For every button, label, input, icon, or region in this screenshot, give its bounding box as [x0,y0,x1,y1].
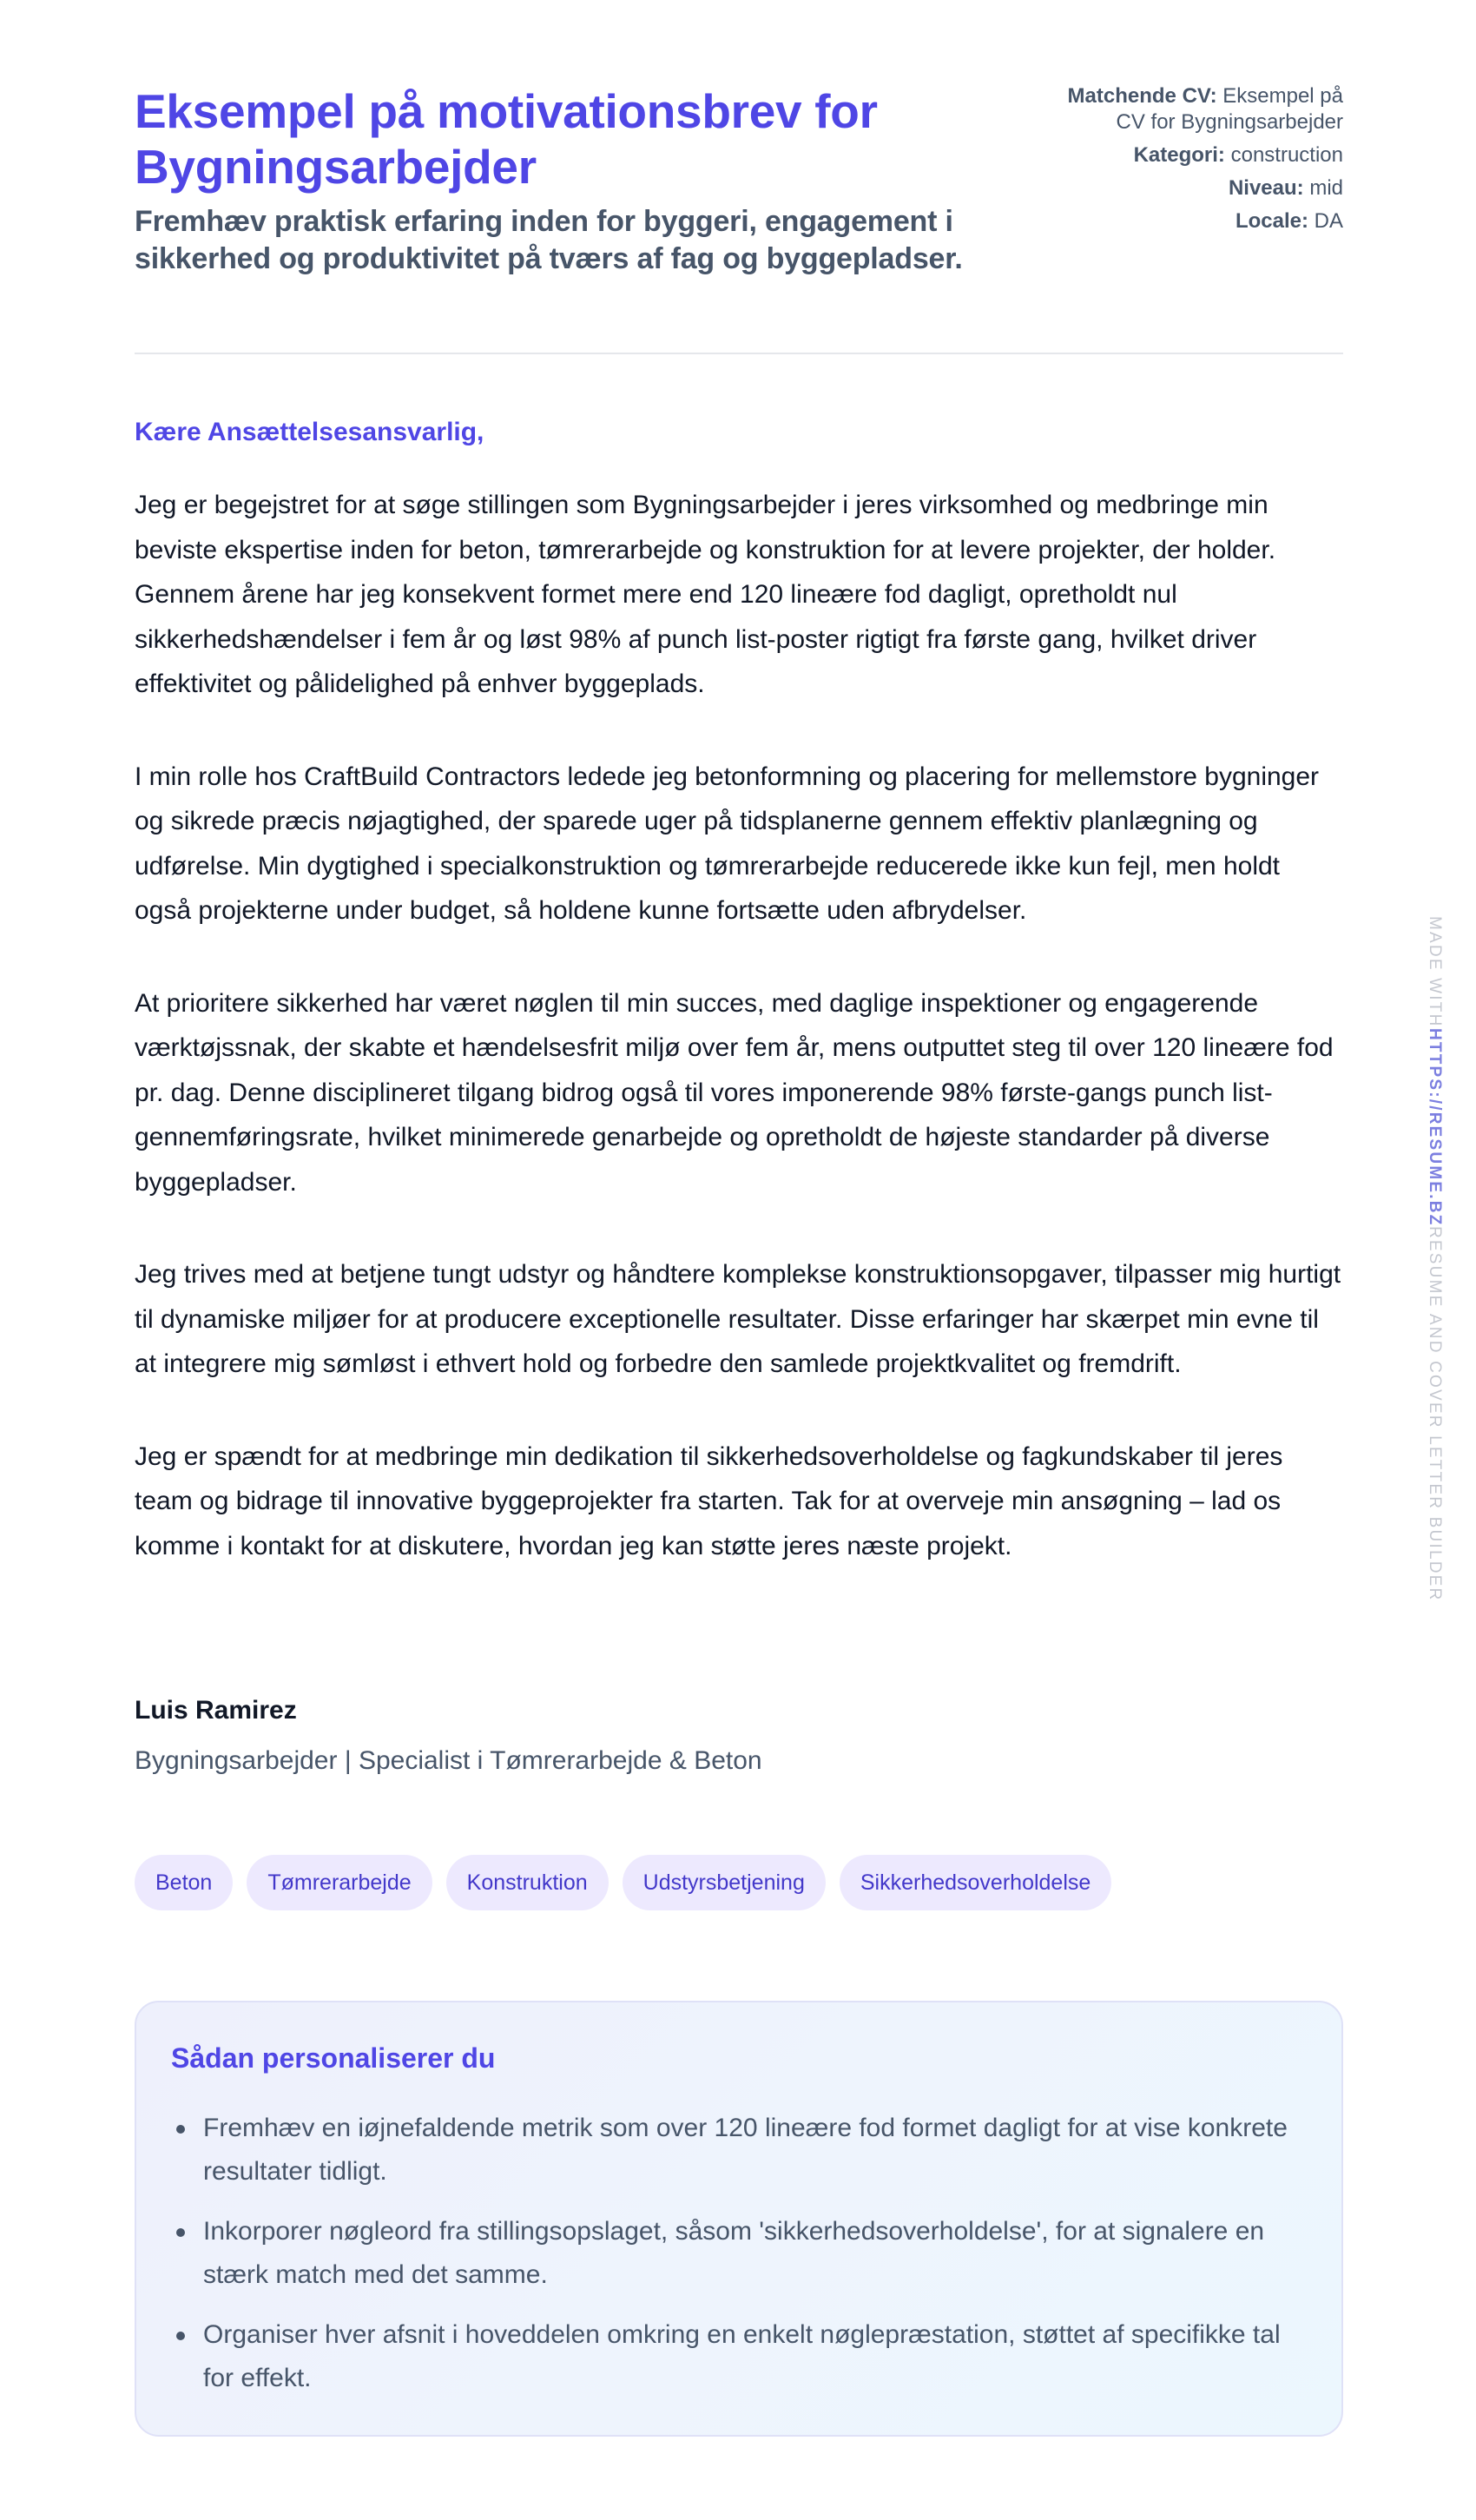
letter-greeting: Kære Ansættelsesansvarlig, [135,418,484,446]
tips-list [171,2107,1300,2417]
bullet-icon [176,2332,185,2340]
page-subtitle: Fremhæv praktisk erfaring inden for byggeri, engagement i sikkerhed og produktivitet på tværs af fag og byggepladser. [135,205,963,275]
page-title: Eksempel på motivationsbrev for Bygningsarbejder [135,84,878,194]
meta-key: Kategori: [1133,143,1225,167]
meta-value: mid [1309,176,1343,200]
tip-text: Organiser hver afsnit i hoveddelen omkring en enkelt nøglepræstation, støttet af specifikke tal for effekt. [203,2320,1281,2392]
letter-paragraph: Jeg trives med at betjene tungt udstyr og håndtere komplekse konstruktionsopgaver, tilpasser mig hurtigt til dynamiske miljøer for at producere exceptionelle resultater. Disse erfaringer har skærpet min evne til at integrere mig sømløst i ethvert hold og forbedre den samlede projektkvalitet og fremdrift. [135,1260,1341,1378]
skill-tag: Tømrerarbejde [247,1855,432,1910]
tips-title: Sådan personaliserer du [171,2042,496,2074]
letter-paragraph: Jeg er begejstret for at søge stillingen som Bygningsarbejder i jeres virksomhed og medbringe min beviste ekspertise inden for beton, tømrerarbejde og konstruktion for at levere projekter, der holder. Gennem årene har jeg konsekvent formet mere end 120 lineære fod dagligt, opretholdt nul sikkerhedshændelser i fem år og løst 98% af punch list-poster rigtigt fra første gang, hvilket driver effektivitet og pålidelighed på enhver byggeplads. [135,491,1276,698]
bullet-icon [176,2125,185,2134]
meta-key: Locale: [1235,209,1308,233]
meta-value: DA [1314,209,1343,233]
skill-tag: Beton [135,1855,233,1910]
meta-key: Niveau: [1228,176,1304,200]
watermark-prefix: MADE WITH [1426,916,1444,1028]
bullet-icon [176,2228,185,2237]
meta-locale [1057,208,1343,234]
personalization-tips-card [135,2001,1343,2437]
tip-item [171,2313,1300,2400]
page-header [135,83,1343,353]
meta-level [1057,175,1343,201]
meta-matching-cv-link[interactable]: Eksempel på CV for Bygningsarbejder [1116,84,1343,134]
watermark-link[interactable]: HTTPS://RESUME.BZ [1426,1027,1444,1226]
meta-value: construction [1230,143,1343,167]
signature-role: Bygningsarbejder | Specialist i Tømrerarbejde & Beton [135,1746,762,1775]
header-divider [135,353,1343,354]
letter-paragraph: I min rolle hos CraftBuild Contractors ledede jeg betonformning og placering for mellemstore bygninger og sikrede præcis nøjagtighed, der sparede uger på tidsplanerne gennem effektiv planlægning og udførelse. Min dygtighed i specialkonstruktion og tømrerarbejde reducerede ikke kun fejl, men holdt også projekterne under budget, så holdene kunne fortsætte uden afbrydelser. [135,762,1320,925]
meta-key: Matchende CV: [1067,84,1217,108]
watermark-suffix: RESUME AND COVER LETTER BUILDER [1426,1225,1444,1602]
letter-paragraph: Jeg er spændt for at medbringe min dedikation til sikkerhedsoverholdelse og fagkundskaber til jeres team og bidrage til innovative byggeprojekter fra starten. Tak for at overveje min ansøgning – lad os komme i kontakt for at diskutere, hvordan jeg kan støtte jeres næste projekt. [135,1441,1283,1560]
meta-category [1057,142,1343,168]
signature-name: Luis Ramirez [135,1696,297,1725]
tip-item [171,2210,1300,2297]
tip-item [171,2107,1300,2193]
watermark [1421,916,1444,1628]
skill-tag: Udstyrsbetjening [623,1855,826,1910]
tip-text: Inkorporer nøgleord fra stillingsopslaget, såsom 'sikkerhedsoverholdelse', for at signalere en stærk match med det samme. [203,2217,1265,2289]
skill-tags [135,1855,1111,1910]
meta-info [1057,83,1343,241]
letter-body [135,483,1343,1616]
tip-text: Fremhæv en iøjnefaldende metrik som over 120 lineære fod formet dagligt for at vise konkrete resultater tidligt. [203,2114,1288,2186]
skill-tag: Konstruktion [446,1855,609,1910]
meta-matching-cv [1057,83,1343,135]
letter-paragraph: At prioritere sikkerhed har været nøglen til min succes, med daglige inspektioner og engagerende værktøjssnak, der skabte et hændelsesfrit miljø over fem år, mens outputtet steg til over 120 lineære fod pr. dag. Denne disciplineret tilgang bidrog også til vores imponerende 98% første-gangs punch list-gennemføringsrate, hvilket minimerede genarbejde og opretholdt de højeste standarder på diverse byggepladser. [135,988,1334,1197]
skill-tag: Sikkerhedsoverholdelse [840,1855,1111,1910]
